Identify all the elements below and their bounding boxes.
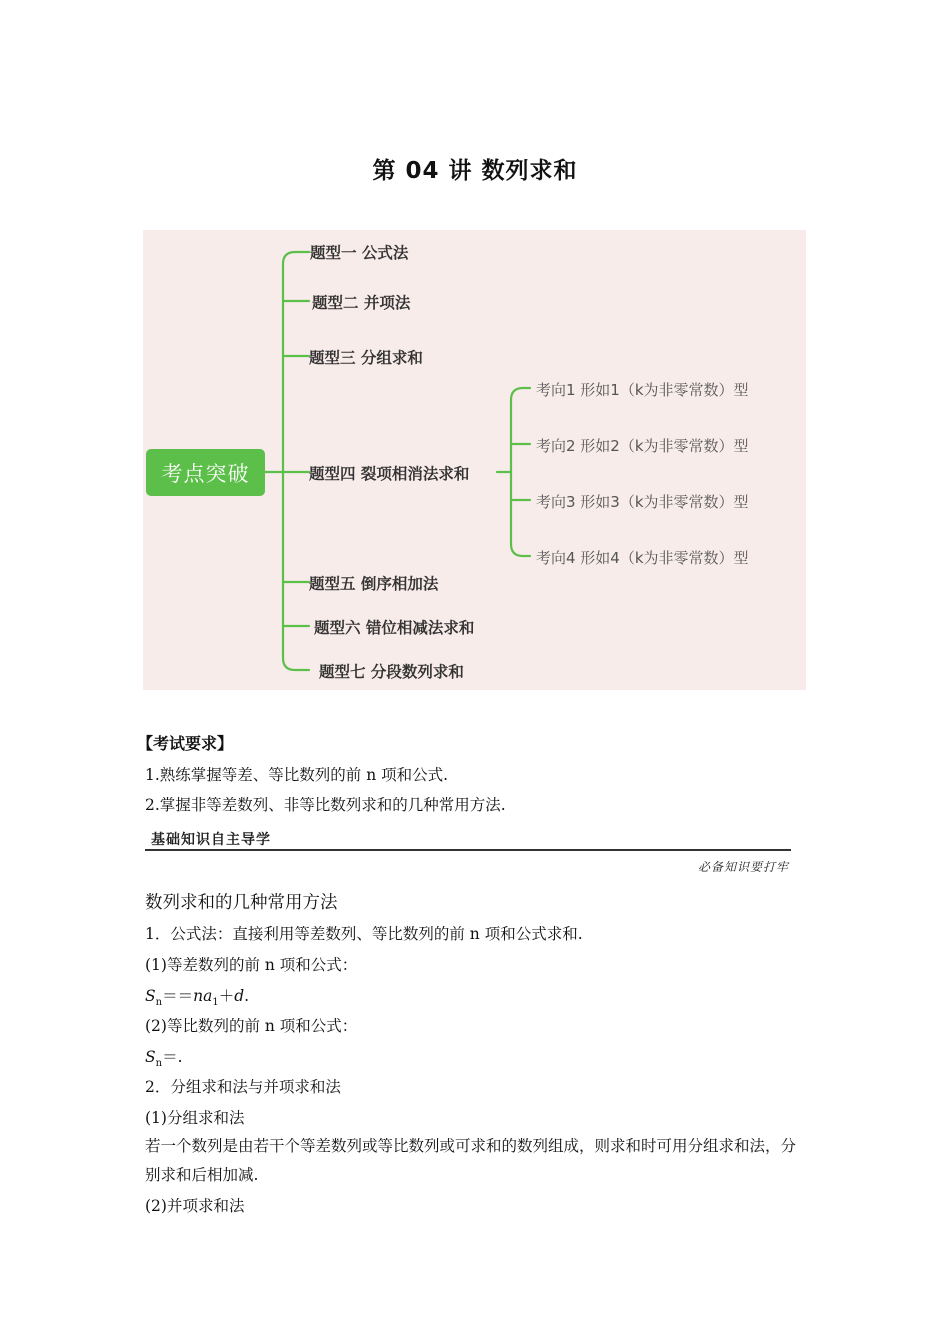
mind-map-root: 考点突破 (146, 449, 265, 496)
requirement-1: 1.熟练掌握等差、等比数列的前 n 项和公式. (145, 766, 449, 784)
banner-rule (145, 849, 791, 851)
formula-end: . (244, 987, 250, 1005)
arith-sum-formula (145, 984, 249, 1008)
section-title: 数列求和的几种常用方法 (145, 893, 338, 913)
section-banner (145, 826, 791, 876)
topic-1: 题型一 公式法 (310, 244, 409, 262)
connector-sub-trunk-bottom (511, 472, 530, 556)
topic-5: 题型五 倒序相加法 (309, 575, 439, 593)
requirements-heading: 【考试要求】 (137, 734, 234, 753)
connector-trunk-top (283, 252, 309, 472)
method-1-line: 1．公式法：直接利用等差数列、等比数列的前 n 项和公式求和. (145, 925, 583, 943)
page-title: 第 04 讲 数列求和 (372, 158, 578, 184)
topic-2: 题型二 并项法 (312, 294, 411, 312)
formula-s: S (145, 987, 156, 1005)
topic-4: 题型四 裂项相消法求和 (309, 465, 470, 483)
mind-map (143, 230, 806, 690)
arith-sum-label: (1)等差数列的前 n 项和公式： (145, 956, 358, 974)
merge-sum-label: (2)并项求和法 (145, 1197, 245, 1215)
subtopic-2: 考向2 形如2（k为非零常数）型 (536, 437, 749, 455)
topic-6: 题型六 错位相减法求和 (314, 619, 475, 637)
topic-7: 题型七 分段数列求和 (319, 663, 464, 681)
topic-3: 题型三 分组求和 (309, 349, 423, 367)
formula-s-sub: n (155, 997, 163, 1009)
connector-trunk-bottom (283, 472, 309, 670)
subtopic-4: 考向4 形如4（k为非零常数）型 (536, 549, 749, 567)
group-sum-paragraph: 若一个数列是由若干个等差数列或等比数列或可求和的数列组成，则求和时可用分组求和法，分别求和后相加减. (145, 1137, 797, 1184)
group-sum-label: (1)分组求和法 (145, 1109, 245, 1127)
geo-formula-eq: ＝. (162, 1048, 183, 1066)
formula-eq: ＝＝ (162, 987, 194, 1005)
banner-title: 基础知识自主导学 (151, 832, 271, 848)
subtopic-1: 考向1 形如1（k为非零常数）型 (536, 381, 749, 399)
method-2-line: 2．分组求和法与并项求和法 (145, 1078, 341, 1096)
connector-sub-trunk-top (511, 388, 530, 472)
formula-na: na (193, 987, 213, 1005)
requirement-2: 2.掌握非等差数列、非等比数列求和的几种常用方法. (145, 796, 506, 814)
banner-subtitle: 必备知识要打牢 (697, 860, 789, 874)
subtopic-3: 考向3 形如3（k为非零常数）型 (536, 493, 749, 511)
geo-sum-formula (145, 1045, 183, 1069)
geo-formula-s-sub: n (155, 1058, 163, 1070)
formula-plus: ＋ (218, 987, 235, 1005)
formula-d: d (234, 987, 245, 1005)
formula-a-sub: 1 (212, 997, 219, 1009)
geo-sum-label: (2)等比数列的前 n 项和公式： (145, 1017, 358, 1035)
geo-formula-s: S (145, 1048, 156, 1066)
